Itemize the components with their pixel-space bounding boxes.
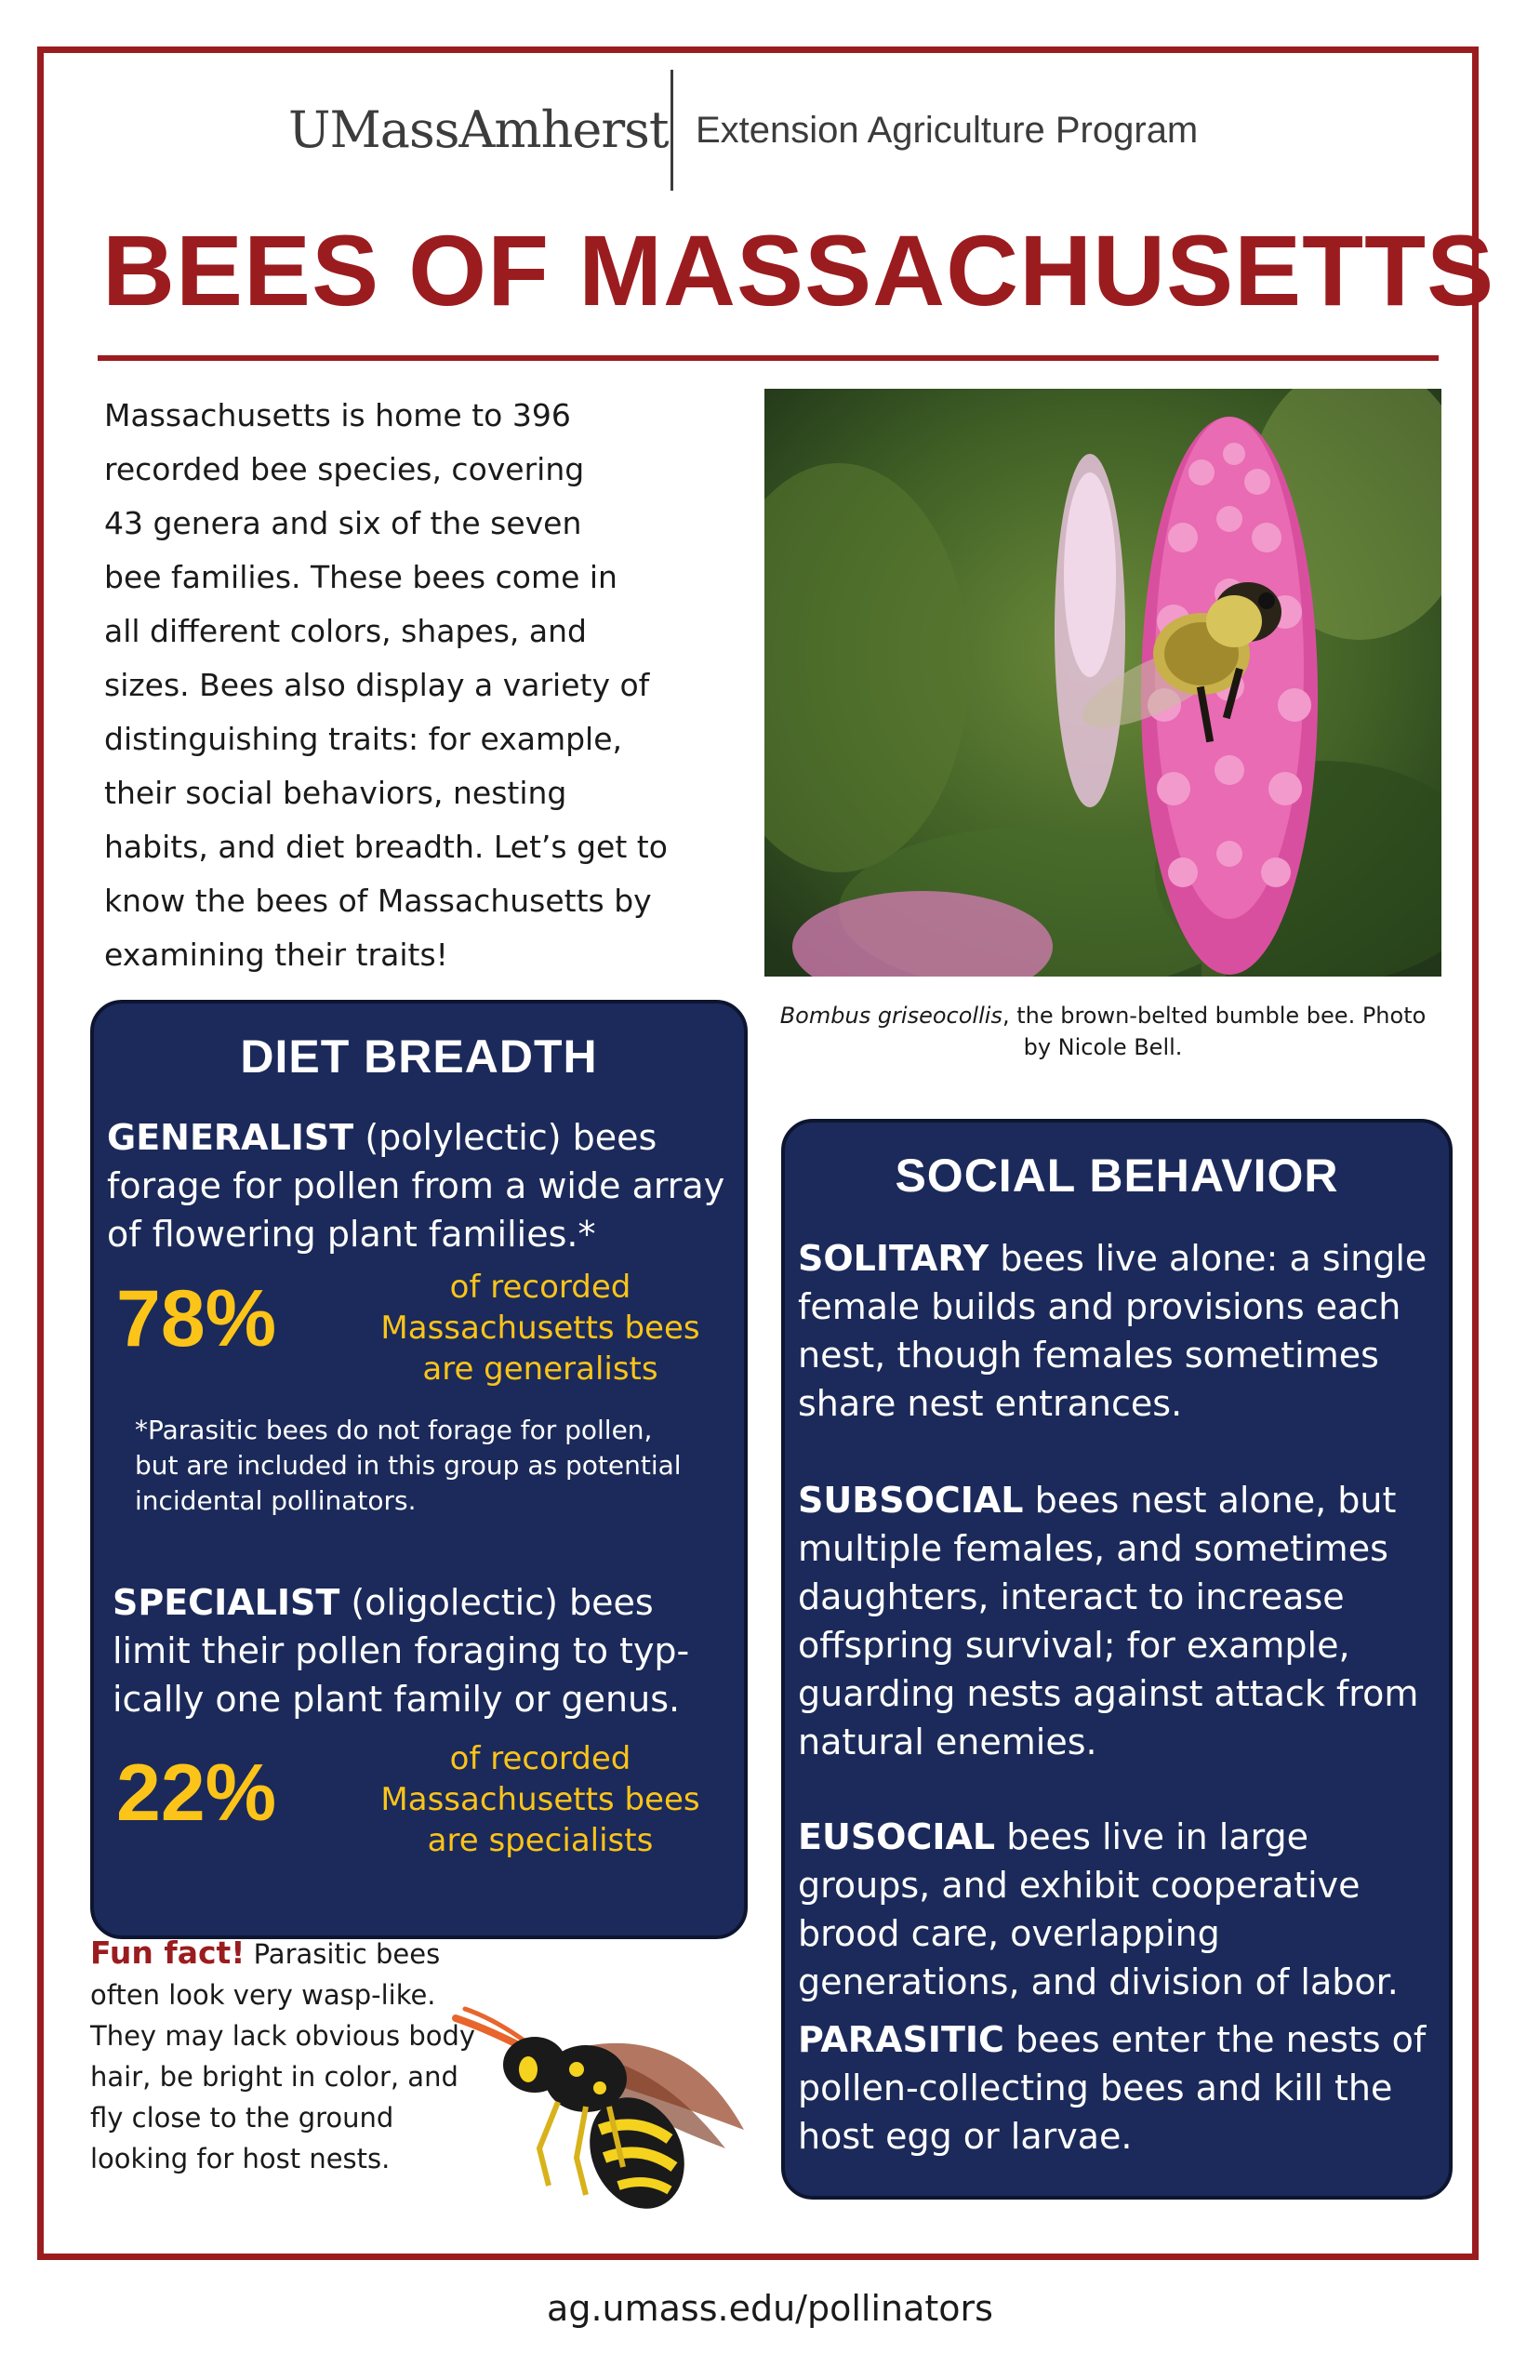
generalist-text: (polylectic) bees forage for pollen from a wide array of flowering plant families.* xyxy=(107,1117,725,1255)
generalist-percent-label: of recorded Massachusetts bees are generalists xyxy=(380,1269,700,1388)
fun-fact-heading: Fun fact! xyxy=(90,1935,246,1971)
eusocial-text: bees live in large groups, and exhibit cooperative brood care, overlapping generations, and division of labor. xyxy=(798,1816,1399,2002)
generalist-percent: 78% xyxy=(116,1274,277,1363)
wasp-like-bee-icon xyxy=(446,1990,753,2223)
specialist-percent-label: of recorded Massachusetts bees are specialists xyxy=(380,1740,700,1859)
photo-caption xyxy=(764,1000,1441,1063)
parasitic-footnote: *Parasitic bees do not forage for pollen, but are included in this group as potential incidental pollinators. xyxy=(135,1415,682,1516)
social-behavior-panel xyxy=(781,1119,1453,2200)
footer-url[interactable]: ag.umass.edu/pollinators xyxy=(547,2288,993,2329)
specialist-paragraph xyxy=(113,1578,736,1723)
program-name: Extension Agriculture Program xyxy=(696,110,1199,151)
solitary-text: bees live alone: a single female builds and provisions each nest, though females sometimes share nest entrances. xyxy=(798,1238,1427,1424)
specialist-term: SPECIALIST xyxy=(113,1582,340,1623)
social-behavior-heading: SOCIAL BEHAVIOR xyxy=(895,1150,1339,1202)
solitary-term: SOLITARY xyxy=(798,1238,989,1279)
bee-on-flower-illustration xyxy=(764,389,1441,977)
diet-breadth-heading: DIET BREADTH xyxy=(240,1030,598,1083)
specialist-percent: 22% xyxy=(116,1748,277,1838)
caption-species: Bombus griseocollis xyxy=(779,1003,1002,1029)
fun-fact xyxy=(90,1933,481,2179)
caption-text: , the brown-belted bumble bee. Photo by Nicole Bell. xyxy=(1002,1003,1427,1060)
title-rule xyxy=(98,355,1439,361)
subsocial-paragraph xyxy=(798,1476,1440,1766)
subsocial-text: bees nest alone, but multiple females, and sometimes daughters, interact to increase offspring survival; for example, guarding nests against attack from natural enemies. xyxy=(798,1480,1419,1762)
logo-divider xyxy=(670,70,673,191)
specialist-text: (oligolectic) bees limit their pollen foraging to typ-ically one plant family or genus. xyxy=(113,1582,690,1720)
parasitic-term: PARASITIC xyxy=(798,2019,1004,2060)
generalist-paragraph xyxy=(107,1113,739,1258)
eusocial-paragraph xyxy=(798,1813,1440,2006)
subsocial-term: SUBSOCIAL xyxy=(798,1480,1024,1521)
parasitic-paragraph xyxy=(798,2015,1440,2161)
parasitic-bee-illustration xyxy=(446,1990,753,2223)
fun-fact-text: Parasitic bees often look very wasp-like. They may lack obvious body hair, be bright in color, and fly close to the ground looking for host nests. xyxy=(90,1938,476,2174)
eusocial-term: EUSOCIAL xyxy=(798,1816,996,1857)
solitary-paragraph xyxy=(798,1234,1440,1428)
diet-breadth-panel xyxy=(90,1000,748,1939)
umass-logo: UMassAmherst xyxy=(288,100,669,159)
bumble-bee-photo xyxy=(764,389,1441,977)
parasitic-text: bees enter the nests of pollen-collecting bees and kill the host egg or larvae. xyxy=(798,2019,1427,2157)
generalist-term: GENERALIST xyxy=(107,1117,354,1158)
page-title: BEES OF MASSACHUSETTS xyxy=(102,214,1495,326)
intro-paragraph: Massachusetts is home to 396 recorded bee species, covering 43 genera and six of the seven bee families. These bees come in all different colors, shapes, and sizes. Bees also display a variety of distinguishing traits: for example, their social behaviors, nesting habits, and diet breadth. Let’s get to know the bees of Massachusetts by examining their traits! xyxy=(104,397,668,973)
